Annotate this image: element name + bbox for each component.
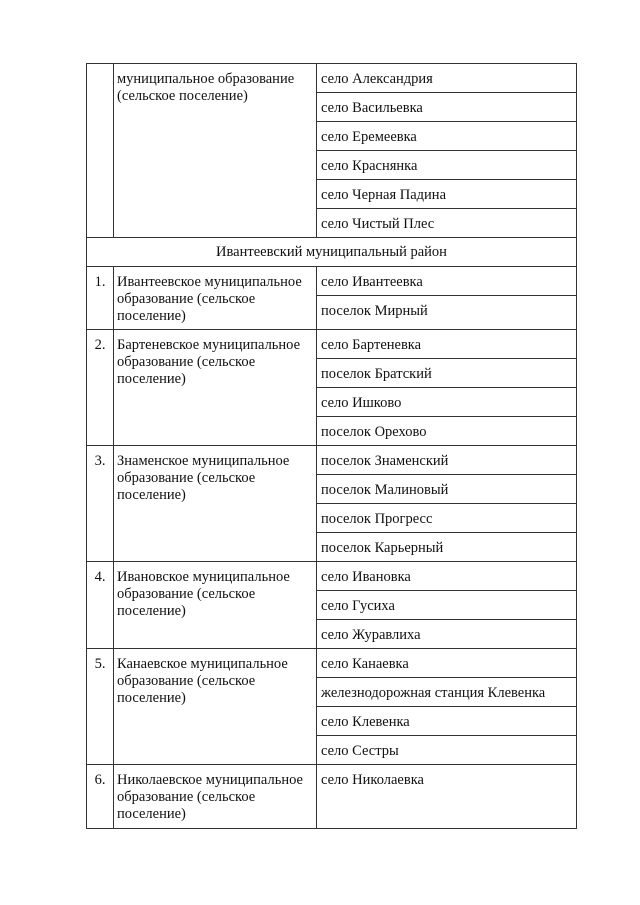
settlement-cell: село Ивантеевка (317, 267, 577, 296)
settlement-cell: село Еремеевка (317, 122, 577, 151)
entity-name: муниципальное образование (сельское поселение) (114, 64, 317, 238)
settlement-cell: поселок Малиновый (317, 475, 577, 504)
settlement-cell: село Канаевка (317, 649, 577, 678)
table-row (87, 330, 577, 359)
entity-number: 6. (87, 765, 114, 829)
entity-number: 2. (87, 330, 114, 446)
entity-number (87, 64, 114, 238)
entity-name: Ивантеевское муниципальное образование (сельское поселение) (114, 267, 317, 330)
settlements-table (86, 63, 577, 829)
entity-name: Ивановское муниципальное образование (сельское поселение) (114, 562, 317, 649)
settlement-cell: железнодорожная станция Клевенка (317, 678, 577, 707)
settlement-cell: село Сестры (317, 736, 577, 765)
table-row (87, 267, 577, 296)
settlement-cell: поселок Знаменский (317, 446, 577, 475)
settlement-cell: поселок Орехово (317, 417, 577, 446)
entity-number: 5. (87, 649, 114, 765)
table-row (87, 64, 577, 93)
entity-name: Николаевское муниципальное образование (сельское поселение) (114, 765, 317, 829)
settlement-cell: село Николаевка (317, 765, 577, 829)
settlement-cell: поселок Братский (317, 359, 577, 388)
settlement-cell: село Журавлиха (317, 620, 577, 649)
settlement-cell: село Ишково (317, 388, 577, 417)
entity-name: Бартеневское муниципальное образование (сельское поселение) (114, 330, 317, 446)
settlement-cell: село Бартеневка (317, 330, 577, 359)
entity-number: 3. (87, 446, 114, 562)
settlement-cell: поселок Прогресс (317, 504, 577, 533)
settlement-cell: село Александрия (317, 64, 577, 93)
settlement-cell: поселок Карьерный (317, 533, 577, 562)
table-row (87, 446, 577, 475)
settlement-cell: поселок Мирный (317, 296, 577, 330)
entity-name: Канаевское муниципальное образование (сельское поселение) (114, 649, 317, 765)
entity-number: 4. (87, 562, 114, 649)
table-row (87, 238, 577, 267)
settlement-cell: село Краснянка (317, 151, 577, 180)
entity-name: Знаменское муниципальное образование (сельское поселение) (114, 446, 317, 562)
settlement-cell: село Гусиха (317, 591, 577, 620)
table-row (87, 562, 577, 591)
table-row (87, 649, 577, 678)
settlement-cell: село Черная Падина (317, 180, 577, 209)
settlement-cell: село Васильевка (317, 93, 577, 122)
district-title: Ивантеевский муниципальный район (87, 238, 577, 267)
settlement-cell: село Чистый Плес (317, 209, 577, 238)
entity-number: 1. (87, 267, 114, 330)
table-row (87, 765, 577, 829)
settlement-cell: село Ивановка (317, 562, 577, 591)
settlement-cell: село Клевенка (317, 707, 577, 736)
